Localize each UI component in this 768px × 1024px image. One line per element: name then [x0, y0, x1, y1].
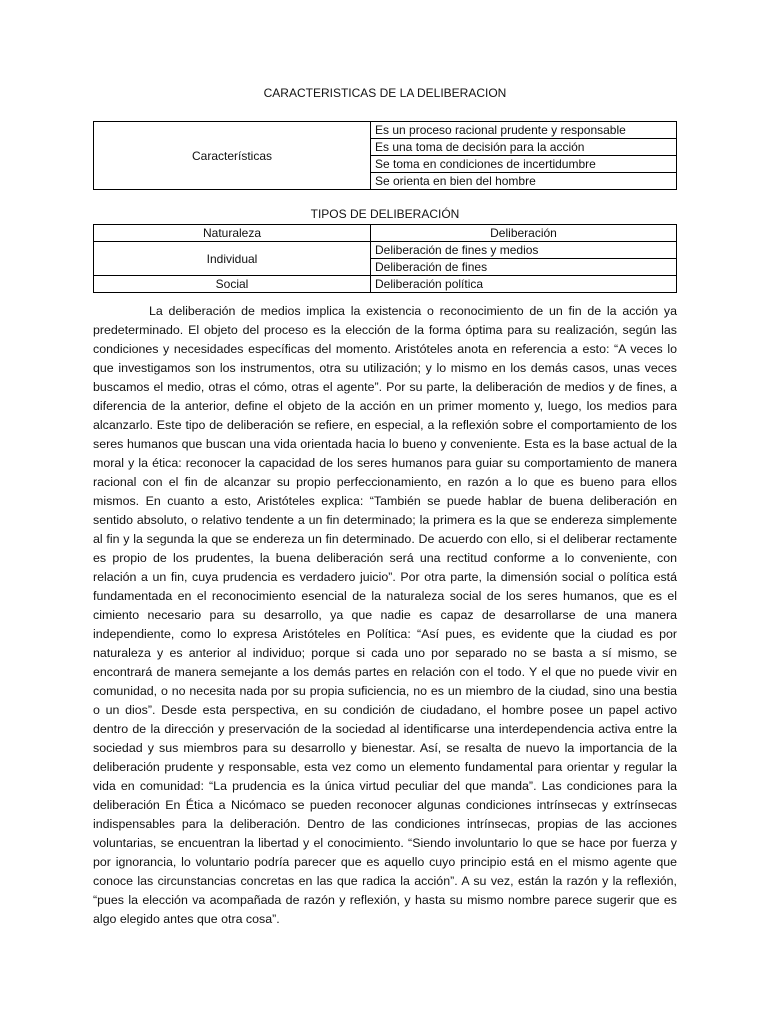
row-social-label: Social	[94, 276, 371, 293]
characteristics-label: Características	[94, 122, 371, 190]
characteristic-item: Se orienta en bien del hombre	[371, 173, 677, 190]
header-nature: Naturaleza	[94, 225, 371, 242]
row-individual-label: Individual	[94, 242, 371, 276]
characteristics-title: CARACTERISTICAS DE LA DELIBERACION	[263, 86, 507, 100]
types-title: TIPOS DE DELIBERACIÓN	[310, 207, 460, 221]
characteristic-item: Se toma en condiciones de incertidumbre	[371, 156, 677, 173]
body-paragraph: La deliberación de medios implica la existencia o reconocimiento de un fin de la acción ya predeterminado. El objeto del proceso es la elección de la forma óptima para su realización, según las condiciones y necesidades específicas del momento. Aristóteles anota en referencia a esto: “A veces lo que investigamos son los instrumentos, otra su utilización; y lo mismo en los demás casos, unas veces buscamos el medio, otras el cómo, otras el agente”. Por su parte, la deliberación de medios y de fines, a diferencia de la anterior, define el objeto de la acción en un primer momento y, luego, los medios para alcanzarlo. Este tipo de deliberación se refiere, en especial, a la reflexión sobre el comportamiento de los seres humanos que buscan una vida orientada hacia lo bueno y conveniente. Esta es la base actual de la moral y la ética: reconocer la capacidad de los seres humanos para guiar su comportamiento de manera racional con el fin de alcanzar su propio perfeccionamiento, en razón a lo que es bueno para ellos mismos. En cuanto a esto, Aristóteles explica: “También se puede hablar de buena deliberación en sentido absoluto, o relativo tendente a un fin determinado; la primera es la que se endereza simplemente al fin y la segunda la que se endereza un fin determinado. De acuerdo con ello, si el deliberar rectamente es propio de los prudentes, la buena deliberación será una rectitud conforme a lo conveniente, con relación a un fin, cuya prudencia es verdadero juicio”. Por otra parte, la dimensión social o política está fundamentada en el reconocimiento esencial de la naturaleza social de los seres humanos, que es el cimiento necesario para su desarrollo, ya que nadie es capaz de desarrollarse de una manera independiente, como lo expresa Aristóteles en Política: “Así pues, es evidente que la ciudad es por naturaleza y es anterior al individuo; porque si cada uno por separado no se basta a sí mismo, se encontrará de manera semejante a los demás partes en relación con el todo. Y el que no puede vivir en comunidad, o no necesita nada por su propia suficiencia, no es un miembro de la ciudad, sino una bestia o un dios”. Desde esta perspectiva, en su condición de ciudadano, el hombre posee un papel activo dentro de la dirección y preservación de la sociedad al identificarse una interdependencia activa entre la sociedad y sus miembros para su desarrollo y bienestar. Así, se resalta de nuevo la importancia de la deliberación prudente y responsable, esta vez como un elemento fundamental para orientar y regular la vida en comunidad: “La prudencia es la única virtud peculiar del que manda”. Las condiciones para la deliberación En Ética a Nicómaco se pueden reconocer algunas condiciones intrínsecas y extrínsecas indispensables para la deliberación. Dentro de las condiciones intrínsecas, propias de las acciones voluntarias, se encuentran la libertad y el conocimiento. “Siendo involuntario lo que se hace por fuerza y por ignorancia, lo voluntario podría parecer que es aquello cuyo principio está en el mismo agente que conoce las circunstancias concretas en las que radica la acción”. A su vez, están la razón y la reflexión, “pues la elección va acompañada de razón y reflexión, y hasta su mismo nombre parece sugerir que es algo elegido antes que otra cosa”.	[93, 304, 677, 926]
characteristic-item: Es una toma de decisión para la acción	[371, 139, 677, 156]
header-deliberation: Deliberación	[371, 225, 677, 242]
social-item: Deliberación política	[371, 276, 677, 293]
individual-item: Deliberación de fines	[371, 259, 677, 276]
individual-item: Deliberación de fines y medios	[371, 242, 677, 259]
characteristic-item: Es un proceso racional prudente y responsable	[371, 122, 677, 139]
characteristics-table	[93, 121, 677, 190]
types-table	[93, 224, 677, 293]
